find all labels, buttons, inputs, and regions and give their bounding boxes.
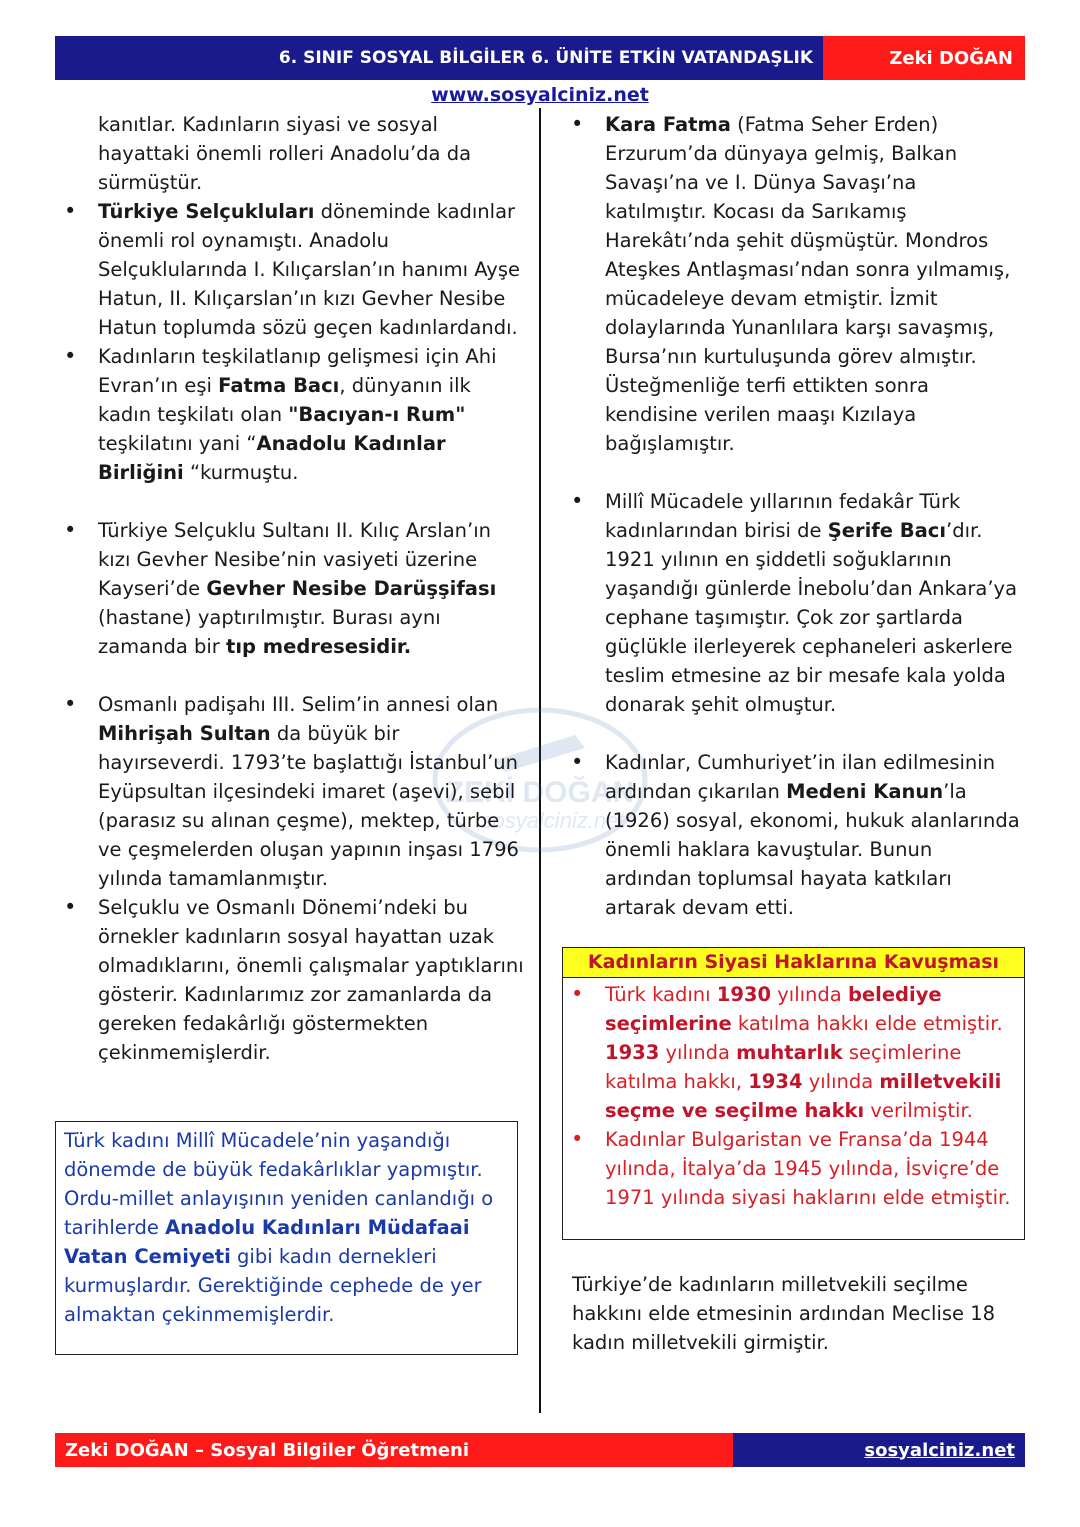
list-item: • Kara Fatma (Fatma Seher Erden) Erzurum’da dünyaya gelmiş, Balkan Savaşı’na ve I. Dünya Savaşı’na katılmıştır. Kocası da Sarıkamış Harekâtı’nda şehit düşmüştür. Mondros Ateşkes Antlaşması’ndan sonra yılmamış, mücadeleye devam etmiştir. İzmit dolaylarında Yunanlılara karşı savaşmış, Bursa’nın kurtuluşunda görev almıştır. Üsteğmenliğe terfi ettikten sonra kendisine verilen maaşı Kızılaya bağışlamıştır. [562,110,1022,458]
left-column [55,110,525,1067]
list-item: • Millî Mücadele yıllarının fedakâr Türk kadınlarından birisi de Şerife Bacı’dır. 1921 yılının en şiddetli soğuklarının yaşandığı günlerde İnebolu’dan Ankara’ya cephane taşımıştır. Çok zor şartlarda güçlükle ilerleyerek cephaneleri askerlere teslim etmesine az bir mesafe kala yolda donarak şehit olmuştur. [562,487,1022,719]
header-bar [55,36,1025,80]
watermark-name: ZEKİ DOĞAN [445,776,635,809]
list-item: • Türk kadını 1930 yılında belediye seçimlerine katılma hakkı elde etmiştir. 1933 yılında muhtarlık seçimlerine katılma hakkı, 1934 yılında milletvekili seçme ve seçilme hakkı verilmiştir. [563,980,1024,1125]
left-intro: kanıtlar. Kadınların siyasi ve sosyal hayattaki önemli rolleri Anadolu’da da sürmüştür. [98,113,472,194]
footer-website-link[interactable]: sosyalciniz.net [733,1433,1025,1467]
list-item: • Türkiye Selçuklu Sultanı II. Kılıç Arslan’ın kızı Gevher Nesibe’nin vasiyeti üzerine Kayseri’de Gevher Nesibe Darüşşifası (hastane) yaptırılmıştır. Burası aynı zamanda bir tıp medresesidir. [55,516,525,661]
list-item: • Türkiye Selçukluları döneminde kadınlar önemli rol oynamıştı. Anadolu Selçuklularında I. Kılıçarslan’ın hanımı Ayşe Hatun, II. Kılıçarslan’ın kızı Gevher Nesibe Hatun toplumda sözü geçen kadınlardandı. [55,197,525,342]
siyasi-haklar-title: Kadınların Siyasi Haklarına Kavuşması [563,948,1024,978]
milletvekili-note: Türkiye’de kadınların milletvekili seçilme hakkını elde etmesinin ardından Meclise 18 kadın milletvekili girmiştir. [572,1273,996,1354]
list-item: • Kadınların teşkilatlanıp gelişmesi için Ahi Evran’ın eşi Fatma Bacı, dünyanın ilk kadın teşkilatı olan "Bacıyan-ı Rum" teşkilatını yani “Anadolu Kadınlar Birliğini “kurmuştu. [55,342,525,487]
list-item: • Selçuklu ve Osmanlı Dönemi’ndeki bu örnekler kadınların sosyal hayattan uzak olmadıklarını, önemli çalışmalar yaptıklarını gösterir. Kadınlarımız zor zamanlarda da gereken fedakârlığı göstermekten çekinmemişlerdir. [55,893,525,1067]
right-column [562,110,1022,922]
header-title: 6. SINIF SOSYAL BİLGİLER 6. ÜNİTE ETKİN VATANDAŞLIK [55,36,823,80]
list-item: • Kadınlar, Cumhuriyet’in ilan edilmesinin ardından çıkarılan Medeni Kanun’la (1926) sosyal, ekonomi, hukuk alanlarında önemli haklara kavuştular. Bunun ardından toplumsal hayata katkıları artarak devam etti. [562,748,1022,922]
list-item: • Kadınlar Bulgaristan ve Fransa’da 1944 yılında, İtalya’da 1945 yılında, İsviçre’de 1971 yılında siyasi haklarını elde etmiştir. [563,1125,1024,1212]
footer-bar [55,1433,1025,1467]
watermark-site: sosyalciniz.net [481,808,625,833]
header-author: Zeki DOĞAN [823,36,1025,80]
siyasi-haklar-box [562,947,1025,1240]
website-link[interactable]: www.sosyalciniz.net [431,84,649,106]
footer-author: Zeki DOĞAN – Sosyal Bilgiler Öğretmeni [55,1433,733,1467]
milli-mucadele-box: Türk kadını Millî Mücadele’nin yaşandığı dönemde de büyük fedakârlıklar yapmıştır. Ordu-millet anlayışının yeniden canlandığı o tarihlerde Anadolu Kadınları Müdafaai Vatan Cemiyeti gibi kadın dernekleri kurmuşlardır. Gerektiğinde cephede de yer almaktan çekinmemişlerdir. [55,1121,518,1355]
list-item: • Osmanlı padişahı III. Selim’in annesi olan Mihrişah Sultan da büyük bir hayırseverdi. 1793’te başlattığı İstanbul’un Eyüpsultan ilçesindeki imaret (aşevi), sebil (parasız su alınan çeşme), mektep, türbe ve çeşmelerden oluşan yapının inşası 1796 yılında tamamlanmıştır. [55,690,525,893]
